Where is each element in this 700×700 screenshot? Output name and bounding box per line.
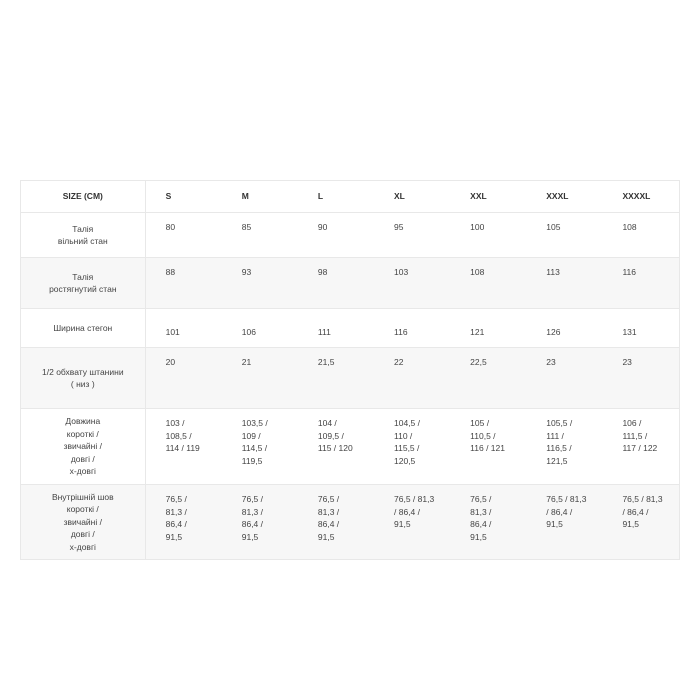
table-cell: 22,5 [450, 348, 526, 409]
header-label: SIZE (CM) [21, 181, 146, 213]
table-cell: 105 / 110,5 / 116 / 121 [450, 409, 526, 485]
table-cell: 20 [145, 348, 222, 409]
table-row [21, 258, 680, 309]
size-chart-table [20, 180, 680, 560]
table-cell: 103 / 108,5 / 114 / 119 [145, 409, 222, 485]
table-cell: 76,5 / 81,3 / 86,4 / 91,5 [222, 485, 298, 560]
table-cell: 103,5 / 109 / 114,5 / 119,5 [222, 409, 298, 485]
table-cell: 100 [450, 213, 526, 258]
table-row [21, 213, 680, 258]
table-cell: 76,5 / 81,3 / 86,4 / 91,5 [374, 485, 450, 560]
table-cell: 23 [602, 348, 679, 409]
table-cell: 104 / 109,5 / 115 / 120 [298, 409, 374, 485]
row-label: Талія вільний стан [21, 213, 146, 258]
table-cell: 111 [298, 309, 374, 348]
table-cell: 76,5 / 81,3 / 86,4 / 91,5 [298, 485, 374, 560]
table-cell: 101 [145, 309, 222, 348]
table-cell: 126 [526, 309, 602, 348]
table-cell: 21,5 [298, 348, 374, 409]
table-cell: 85 [222, 213, 298, 258]
row-label: Ширина стегон [21, 309, 146, 348]
table-cell: 90 [298, 213, 374, 258]
size-header: XXXXL [602, 181, 679, 213]
table-cell: 108 [602, 213, 679, 258]
row-label: Внутрішній шов короткі / звичайні / довгі / х-довгі [21, 485, 146, 560]
table-cell: 108 [450, 258, 526, 309]
table-row [21, 309, 680, 348]
table-cell: 76,5 / 81,3 / 86,4 / 91,5 [602, 485, 679, 560]
table-cell: 76,5 / 81,3 / 86,4 / 91,5 [526, 485, 602, 560]
table-cell: 105 [526, 213, 602, 258]
size-header: M [222, 181, 298, 213]
table-cell: 76,5 / 81,3 / 86,4 / 91,5 [450, 485, 526, 560]
table-cell: 105,5 / 111 / 116,5 / 121,5 [526, 409, 602, 485]
table-header-row [21, 181, 680, 213]
size-header: XXL [450, 181, 526, 213]
table-cell: 76,5 / 81,3 / 86,4 / 91,5 [145, 485, 222, 560]
table-cell: 93 [222, 258, 298, 309]
table-cell: 21 [222, 348, 298, 409]
table-cell: 106 [222, 309, 298, 348]
row-label: Довжина короткі / звичайні / довгі / х-довгі [21, 409, 146, 485]
table-cell: 131 [602, 309, 679, 348]
table-cell: 121 [450, 309, 526, 348]
size-header: S [145, 181, 222, 213]
table-cell: 88 [145, 258, 222, 309]
size-header: XXXL [526, 181, 602, 213]
row-label: 1/2 обхвату штанини ( низ ) [21, 348, 146, 409]
table-cell: 80 [145, 213, 222, 258]
table-row [21, 348, 680, 409]
size-header: XL [374, 181, 450, 213]
table-row [21, 409, 680, 485]
table-row [21, 485, 680, 560]
table-cell: 95 [374, 213, 450, 258]
table-cell: 113 [526, 258, 602, 309]
table-cell: 22 [374, 348, 450, 409]
table-cell: 98 [298, 258, 374, 309]
table-cell: 116 [602, 258, 679, 309]
size-header: L [298, 181, 374, 213]
table-cell: 106 / 111,5 / 117 / 122 [602, 409, 679, 485]
table-cell: 103 [374, 258, 450, 309]
row-label: Талія ростягнутий стан [21, 258, 146, 309]
table-cell: 23 [526, 348, 602, 409]
table-cell: 104,5 / 110 / 115,5 / 120,5 [374, 409, 450, 485]
table-cell: 116 [374, 309, 450, 348]
